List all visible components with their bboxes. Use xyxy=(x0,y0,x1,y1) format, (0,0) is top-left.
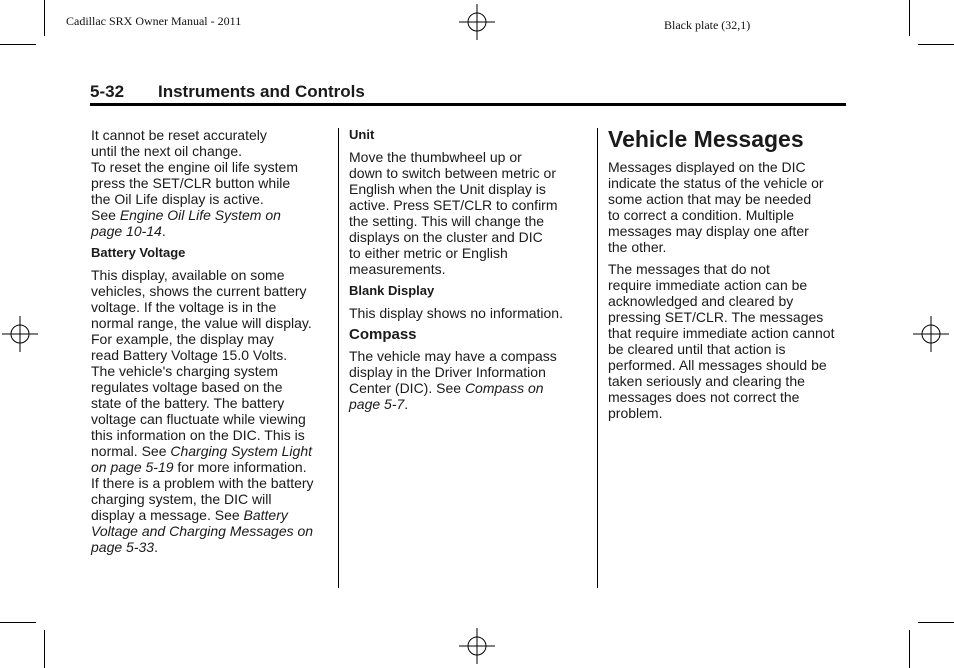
paragraph: The vehicle may have a compass display in the Driver Information Center (DIC). See Compass on page 5-7. xyxy=(349,348,557,412)
section-heading: Compass xyxy=(349,326,417,343)
crop-mark xyxy=(44,0,45,36)
crop-mark xyxy=(918,622,954,623)
section-heading: Battery Voltage xyxy=(91,245,186,260)
column-2 xyxy=(349,127,589,418)
paragraph: The messages that do not require immediate action can be acknowledged and cleared by pressing SET/CLR. The messages that require immediate action cannot be cleared until that action is performed. All messages should be taken seriously and clearing the messages does not correct the problem. xyxy=(608,261,835,421)
column-divider xyxy=(338,128,339,588)
cross-reference-link[interactable]: Compass on xyxy=(464,380,544,396)
cross-reference-link[interactable]: Charging System Light xyxy=(170,443,313,459)
paragraph: This display, available on some vehicles, shows the current battery voltage. If the voltage is in the normal range, the value will display. For example, the display may read Battery Voltage 15.0 Volts. The vehicle's charging system regulates voltage based on the state of the battery. The battery voltage can fluctuate while viewing this information on the DIC. This is normal. See Charging System Light on page 5-19 for more information. If there is a problem with the battery charging system, the DIC will display a message. See Battery Voltage and Charging Messages on page 5-33. xyxy=(91,267,314,555)
cross-reference-link[interactable]: page 5-33 xyxy=(91,539,155,555)
slug-left: Cadillac SRX Owner Manual - 2011 xyxy=(66,14,242,28)
registration-mark-icon xyxy=(913,316,949,352)
paragraph: This display shows no information. xyxy=(349,305,563,321)
crop-mark xyxy=(0,622,36,623)
column-1 xyxy=(91,127,331,561)
cross-reference-link[interactable]: Engine Oil Life System on xyxy=(119,207,281,223)
crop-mark xyxy=(909,0,910,36)
page-header xyxy=(90,81,846,106)
registration-mark-icon xyxy=(459,4,495,40)
cross-reference-link[interactable]: page 10-14 xyxy=(91,223,162,239)
section-title: Instruments and Controls xyxy=(158,82,365,101)
cross-reference-link[interactable]: on page 5-19 xyxy=(91,459,174,475)
cross-reference-link[interactable]: Battery xyxy=(243,507,288,523)
cross-reference-link[interactable]: page 5-7 xyxy=(349,396,405,412)
section-heading: Blank Display xyxy=(349,283,435,298)
paragraph: Messages displayed on the DIC indicate the status of the vehicle or some action that may be needed to correct a condition. Multiple messages may display one after the other. xyxy=(608,159,824,255)
paragraph: Move the thumbwheel up or down to switch between metric or English when the Unit display is active. Press SET/CLR to confirm the setting. This will change the displays on the cluster and DIC to either metric or English measurements. xyxy=(349,149,558,277)
section-heading: Unit xyxy=(349,127,375,142)
registration-mark-icon xyxy=(2,316,38,352)
crop-mark xyxy=(909,630,910,668)
paragraph: It cannot be reset accurately until the next oil change. To reset the engine oil life system press the SET/CLR button while the Oil Life display is active. See Engine Oil Life System on page 10-14. xyxy=(91,127,298,239)
registration-mark-icon xyxy=(459,628,495,664)
crop-mark xyxy=(44,630,45,668)
column-3 xyxy=(608,126,853,427)
page-title: Vehicle Messages xyxy=(608,126,804,152)
slug-right: Black plate (32,1) xyxy=(664,18,751,32)
crop-mark xyxy=(0,44,36,45)
crop-mark xyxy=(918,44,954,45)
page-number: 5-32 xyxy=(90,82,125,101)
cross-reference-link[interactable]: Voltage and Charging Messages on xyxy=(91,523,314,539)
column-divider xyxy=(597,128,598,588)
